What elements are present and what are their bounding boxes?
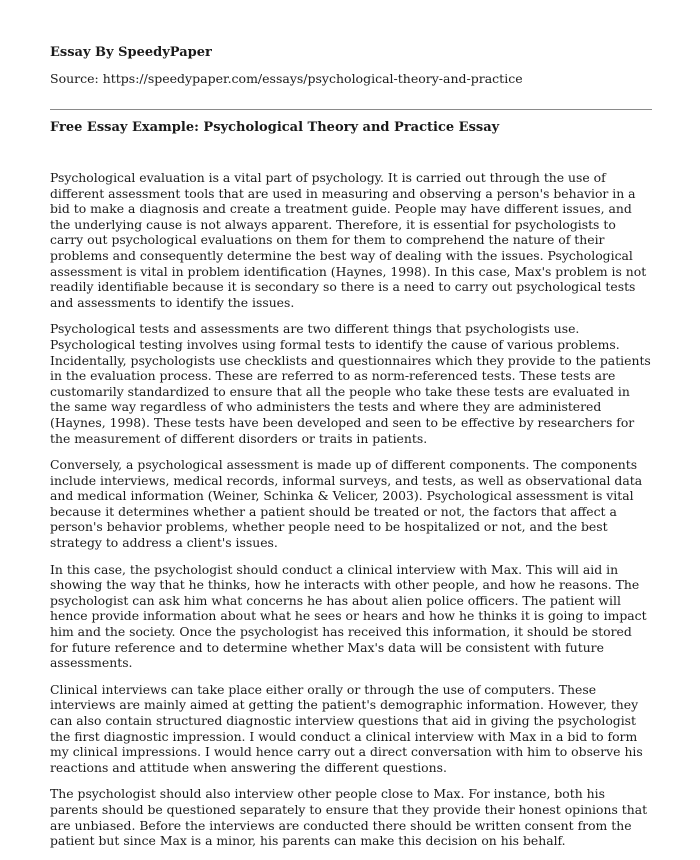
essay-body [50, 170, 652, 860]
paragraph: Psychological tests and assessments are two different things that psychologists use. Psychological testing involves using formal tests to identify the cause of various problems. Incidentally, psychologists use checklists and questionnaires which they provide to the patients in the evaluation process. These are referred to as norm-referenced tests. These tests are customarily standardized to ensure that all the people who take these tests are evaluated in the same way regardless of who administers the tests and where they are administered (Haynes, 1998). These tests have been developed and seen to be effective by researchers for the measurement of different disorders or traits in patients. [50, 321, 651, 446]
header-divider [50, 109, 652, 110]
paragraph: Psychological evaluation is a vital part of psychology. It is carried out through the use of different assessment tools that are used in measuring and observing a person's behavior in a bid to make a diagnosis and create a treatment guide. People may have different issues, and the underlying cause is not always apparent. Therefore, it is essential for psychologists to carry out psychological evaluations on them for them to comprehend the nature of their problems and consequently determine the best way of dealing with the issues. Psychological assessment is vital in problem identification (Haynes, 1998). In this case, Max's problem is not readily identifiable because it is secondary so there is a need to carry out psychological tests and assessments to identify the issues. [50, 170, 647, 310]
paragraph: In this case, the psychologist should conduct a clinical interview with Max. This will aid in showing the way that he thinks, how he interacts with other people, and how he reasons. The psychologist can ask him what concerns he has about alien police officers. The patient will hence provide information about what he sees or hears and how he thinks it is going to impact him and the society. Once the psychologist has received this information, it should be stored for future reference and to determine whether Max's data will be consistent with future assessments. [50, 561, 647, 671]
paragraph: The psychologist should also interview other people close to Max. For instance, both his parents should be questioned separately to ensure that they provide their honest opinions that are unbiased. Before the interviews are conducted there should be written consent from the patient but since Max is a minor, his parents can make this decision on his behalf. [50, 786, 648, 849]
document-header-title: Essay By SpeedyPaper [50, 45, 212, 60]
paragraph: Clinical interviews can take place either orally or through the use of computers. These interviews are mainly aimed at getting the patient's demographic information. However, they can also contain structured diagnostic interview questions that aid in giving the psychologist the first diagnostic impression. I would conduct a clinical interview with Max in a bid to form my clinical impressions. I would hence carry out a direct conversation with him to observe his reactions and attitude when answering the different questions. [50, 681, 643, 775]
source-url: Source: https://speedypaper.com/essays/psychological-theory-and-practice [50, 71, 523, 86]
essay-title: Free Essay Example: Psychological Theory and Practice Essay [50, 120, 500, 135]
paragraph: Conversely, a psychological assessment is made up of different components. The components include interviews, medical records, informal surveys, and tests, as well as observational data and medical information (Weiner, Schinka & Velicer, 2003). Psychological assessment is vital because it determines whether a patient should be treated or not, the factors that affect a person's behavior problems, whether people need to be hospitalized or not, and the best strategy to address a client's issues. [50, 457, 643, 551]
